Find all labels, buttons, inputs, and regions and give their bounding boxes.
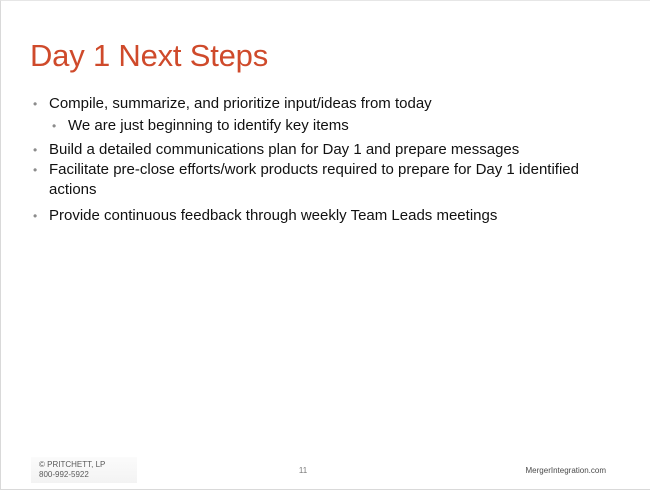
slide-title: Day 1 Next Steps bbox=[30, 38, 269, 73]
footer-website: MergerIntegration.com bbox=[525, 466, 606, 475]
page-number: 11 bbox=[298, 466, 308, 475]
bullet-dot-icon: • bbox=[33, 143, 38, 157]
bullet-dot-icon: • bbox=[33, 209, 38, 223]
bullet-text: Facilitate pre-close efforts/work products required to prepare for Day 1 identified actions bbox=[49, 161, 579, 198]
bullet-text: Compile, summarize, and prioritize input/ideas from today bbox=[49, 95, 432, 112]
bullet-text: Provide continuous feedback through weekly Team Leads meetings bbox=[49, 207, 498, 224]
bullet-item bbox=[32, 140, 612, 160]
bullet-item bbox=[32, 94, 612, 114]
footer-copyright: © PRITCHETT, LP bbox=[39, 460, 106, 469]
footer-phone: 800-992-5922 bbox=[39, 470, 89, 479]
bullet-text: We are just beginning to identify key items bbox=[68, 117, 349, 134]
bullet-dot-icon: • bbox=[33, 97, 38, 111]
bullet-text: Build a detailed communications plan for Day 1 and prepare messages bbox=[49, 141, 520, 158]
bullet-list bbox=[32, 94, 612, 226]
bullet-item bbox=[32, 206, 612, 226]
bullet-dot-icon: • bbox=[33, 163, 38, 177]
footer-copyright-block bbox=[31, 457, 137, 483]
bullet-item bbox=[32, 160, 612, 200]
bullet-dot-icon: • bbox=[52, 119, 57, 133]
sub-bullet-item bbox=[51, 116, 612, 136]
